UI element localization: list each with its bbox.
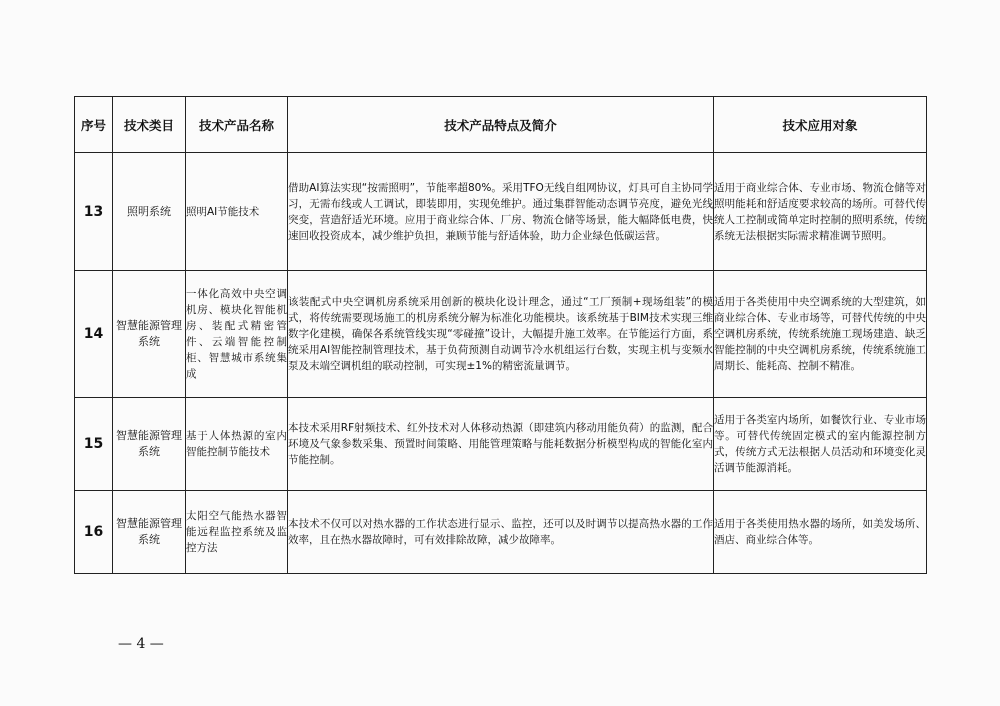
- header-category: 技术类目: [113, 97, 186, 153]
- row-application: 适用于商业综合体、专业市场、物流仓储等对照明能耗和舒适度要求较高的场所。可替代传统人工控制或简单定时控制的照明系统，传统系统无法根据实际需求精准调节照明。: [714, 153, 927, 271]
- table-row: [75, 398, 927, 491]
- page-number: — 4 —: [118, 636, 164, 652]
- table-row: [75, 271, 927, 398]
- row-features: 该装配式中央空调机房系统采用创新的模块化设计理念，通过“工厂预制+现场组装”的模式，将传统需要现场施工的机房系统分解为标准化功能模块。该系统基于BIM技术实现三维数字化建模，确保各系统管线实现“零碰撞”设计，大幅提升施工效率。在节能运行方面，系统采用AI智能控制管理技术，基于负荷预测自动调节冷水机组运行台数，实现主机与变频水泵及末端空调机组的联动控制，可实现±1%的精密流量调节。: [288, 271, 714, 398]
- row-category: 照明系统: [113, 153, 186, 271]
- row-application: 适用于各类使用热水器的场所，如美发场所、酒店、商业综合体等。: [714, 491, 927, 574]
- row-number: 16: [75, 491, 113, 574]
- header-application: 技术应用对象: [714, 97, 927, 153]
- row-number: 14: [75, 271, 113, 398]
- row-product-name: 一体化高效中央空调机房、模块化智能机房、装配式精密管件、云端智能控制柜、智慧城市系统集成: [186, 271, 288, 398]
- row-number: 15: [75, 398, 113, 491]
- header-name: 技术产品名称: [186, 97, 288, 153]
- header-features: 技术产品特点及简介: [288, 97, 714, 153]
- row-category: 智慧能源管理系统: [113, 491, 186, 574]
- table-row: [75, 491, 927, 574]
- row-category: 智慧能源管理系统: [113, 271, 186, 398]
- row-product-name: 照明AI节能技术: [186, 153, 288, 271]
- row-number: 13: [75, 153, 113, 271]
- header-no: 序号: [75, 97, 113, 153]
- row-application: 适用于各类室内场所，如餐饮行业、专业市场等。可替代传统固定模式的室内能源控制方式，传统方式无法根据人员活动和环境变化灵活调节能源消耗。: [714, 398, 927, 491]
- technology-table: [74, 96, 927, 574]
- table-header-row: [75, 97, 927, 153]
- row-features: 本技术不仅可以对热水器的工作状态进行显示、监控，还可以及时调节以提高热水器的工作效率，且在热水器故障时，可有效排除故障，减少故障率。: [288, 491, 714, 574]
- row-product-name: 太阳空气能热水器智能远程监控系统及监控方法: [186, 491, 288, 574]
- row-category: 智慧能源管理系统: [113, 398, 186, 491]
- table-row: [75, 153, 927, 271]
- row-features: 本技术采用RF射频技术、红外技术对人体移动热源（即建筑内移动用能负荷）的监测，配合环境及气象参数采集、预置时间策略、用能管理策略与能耗数据分析模型构成的智能化室内节能控制。: [288, 398, 714, 491]
- row-features: 借助AI算法实现“按需照明”，节能率超80%。采用TFO无线自组网协议，灯具可自主协同学习，无需布线或人工调试，即装即用，实现免维护。通过集群智能动态调节亮度，避免光线突变，营造舒适光环境。应用于商业综合体、厂房、物流仓储等场景，能大幅降低电费，快速回收投资成本，减少维护负担，兼顾节能与舒适体验，助力企业绿色低碳运营。: [288, 153, 714, 271]
- row-application: 适用于各类使用中央空调系统的大型建筑，如商业综合体、专业市场等，可替代传统的中央空调机房系统，传统系统施工现场建造、缺乏智能控制的中央空调机房系统，传统系统施工周期长、能耗高、控制不精准。: [714, 271, 927, 398]
- row-product-name: 基于人体热源的室内智能控制节能技术: [186, 398, 288, 491]
